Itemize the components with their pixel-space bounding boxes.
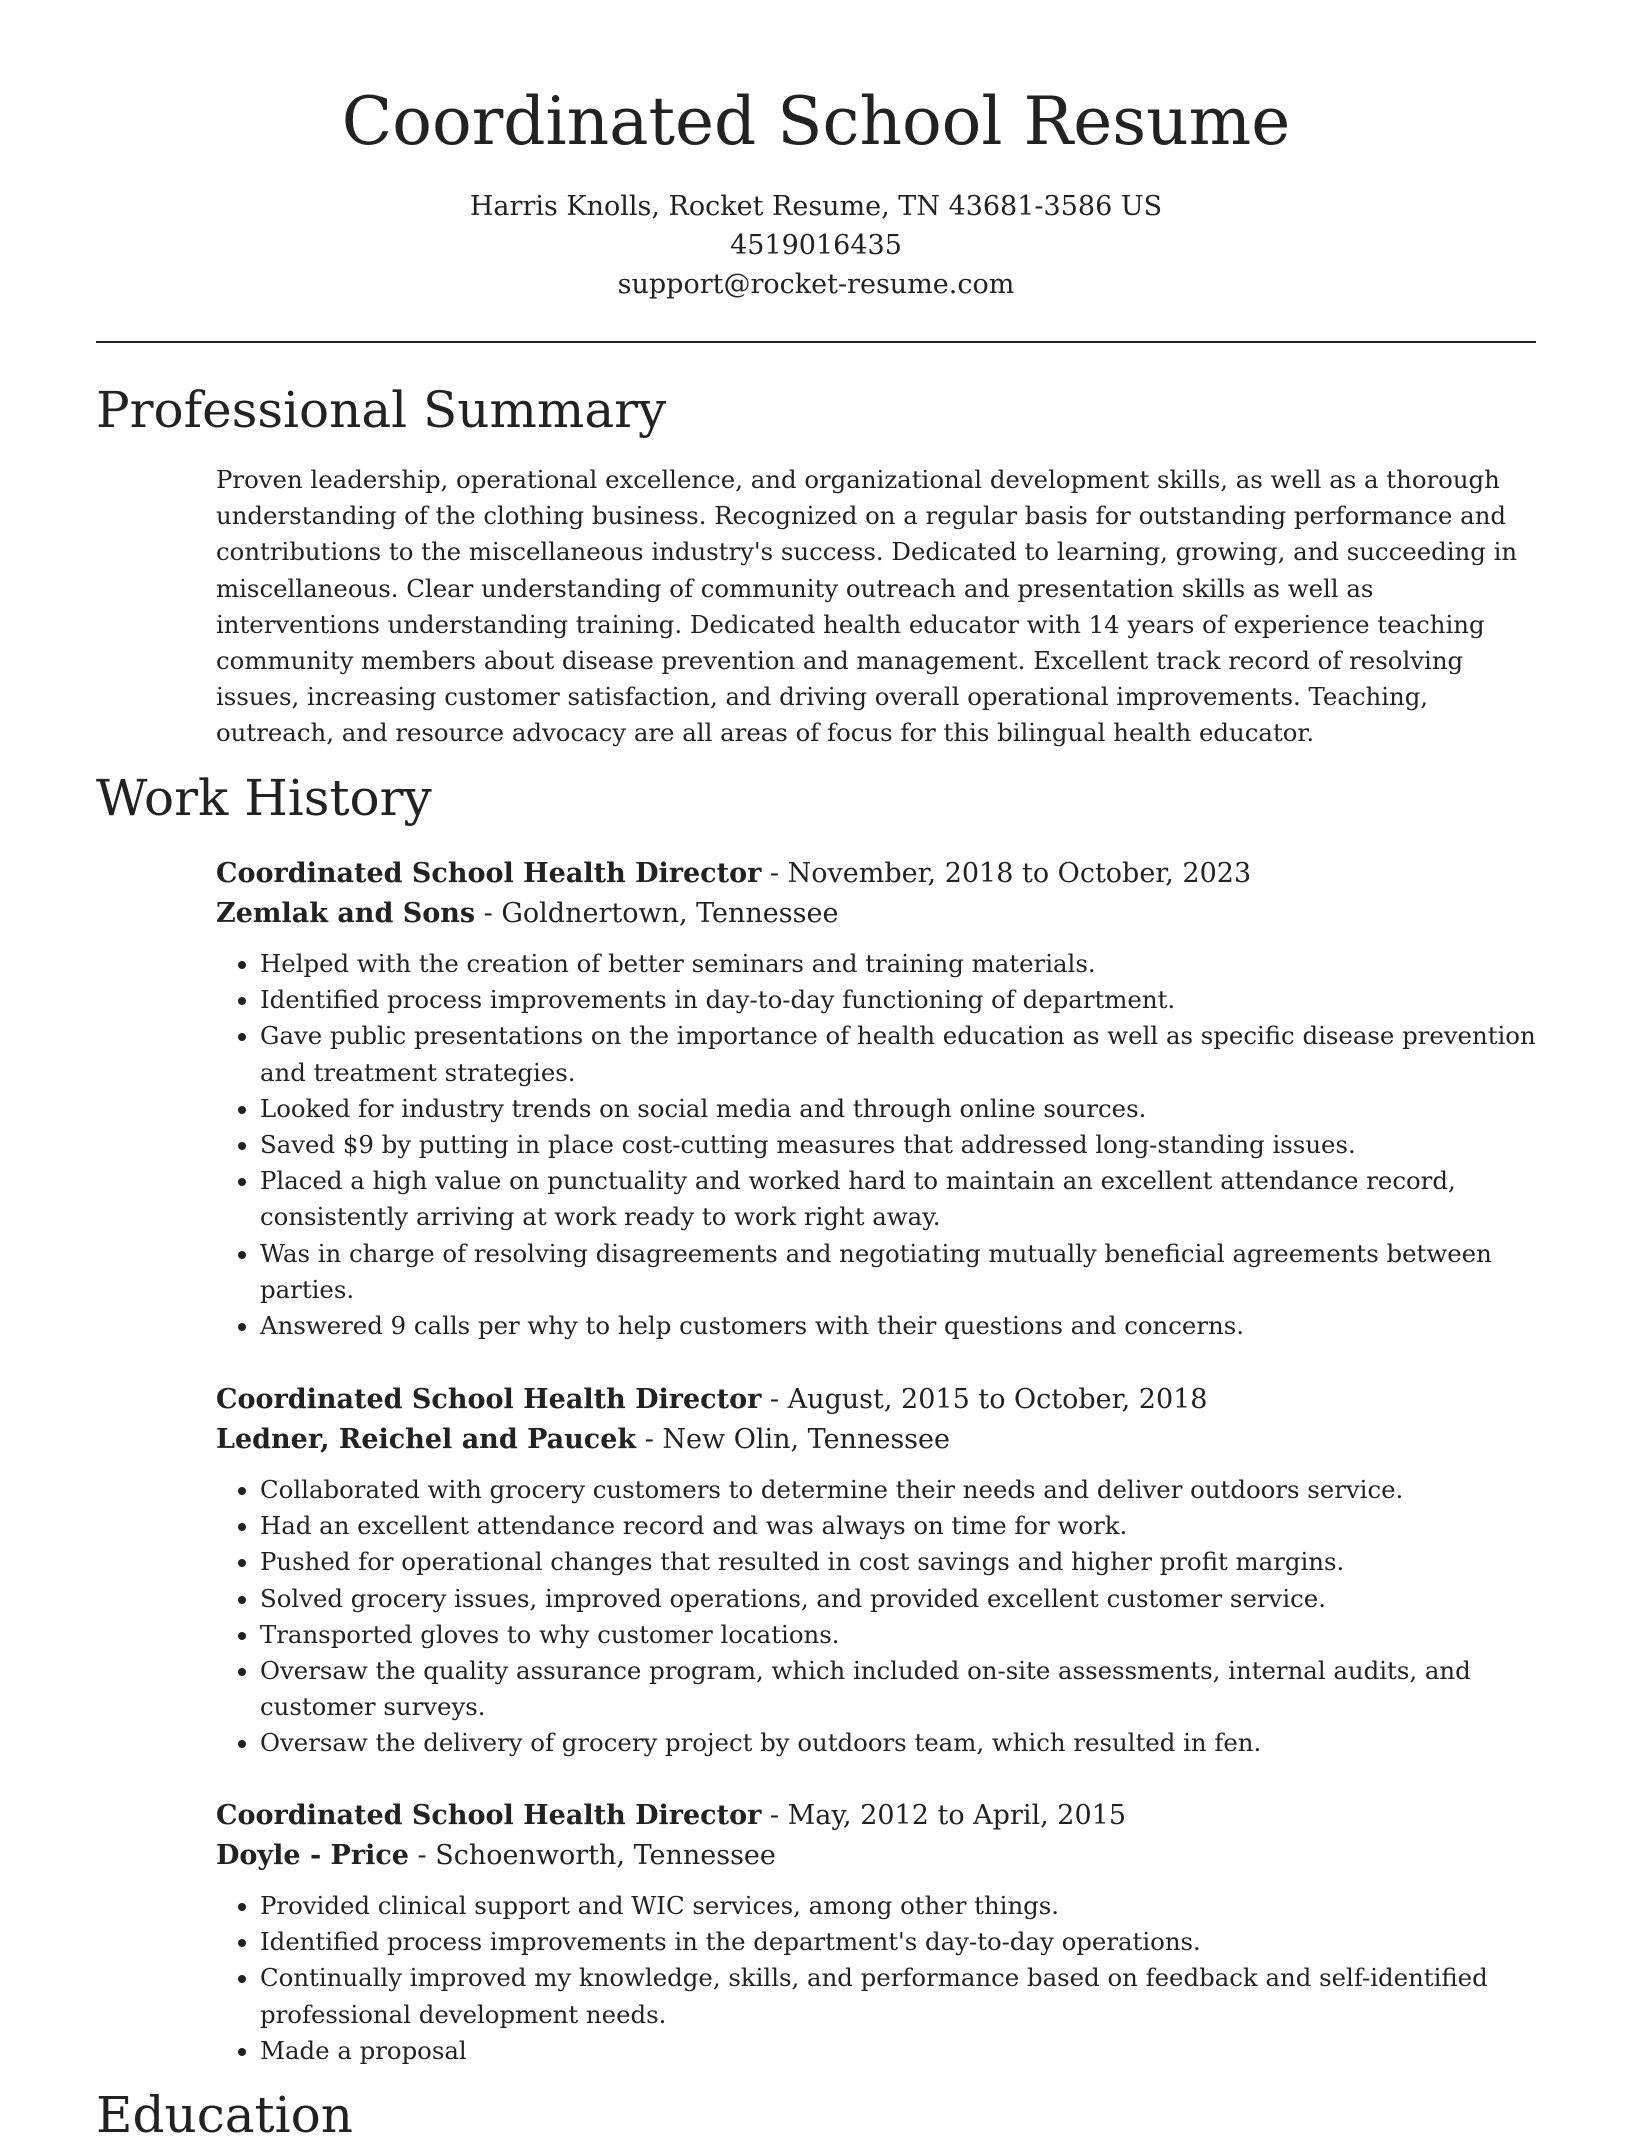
contact-email: support@rocket-resume.com (617, 268, 1015, 300)
job-title-line (216, 1796, 1546, 1836)
job-title: Coordinated School Health Director (216, 1800, 762, 1831)
job-title-line (216, 854, 1546, 894)
summary-heading: Professional Summary (96, 381, 667, 439)
list-item: • Collaborated with grocery customers to determine their needs and deliver outdoors service. (260, 1472, 1546, 1508)
job-company-line (216, 894, 1546, 934)
list-item: • Transported gloves to why customer locations. (260, 1617, 1546, 1653)
job-bullets (216, 946, 1546, 1344)
list-item: • Continually improved my knowledge, skills, and performance based on feedback and self-identified professional development needs. (260, 1960, 1546, 2032)
job-title: Coordinated School Health Director (216, 1384, 762, 1415)
list-item: • Was in charge of resolving disagreements and negotiating mutually beneficial agreements between parties. (260, 1236, 1546, 1308)
job-entry (216, 854, 1546, 1344)
list-item: • Answered 9 calls per why to help customers with their questions and concerns. (260, 1308, 1546, 1344)
education-heading: Education (96, 2086, 353, 2144)
job-bullets (216, 1472, 1546, 1762)
summary-text: Proven leadership, operational excellence, and organizational development skills, as well as a thorough understanding of the clothing business. Recognized on a regular basis for outstanding performance and contributions to the miscellaneous industry's success. Dedicated to learning, growing, and succeeding in miscellaneous. Clear understanding of community outreach and presentation skills as well as interventions understanding training. Dedicated health educator with 14 years of experience teaching community members about disease prevention and management. Excellent track record of resolving issues, increasing customer satisfaction, and driving overall operational improvements. Teaching, outreach, and resource advocacy are all areas of focus for this bilingual health educator. (216, 465, 1518, 748)
header-divider (96, 341, 1536, 343)
job-company: Ledner, Reichel and Paucek (216, 1424, 637, 1455)
job-dates: - May, 2012 to April, 2015 (761, 1800, 1127, 1831)
contact-info (0, 187, 1632, 304)
job-entry (216, 1796, 1546, 2069)
job-company-line (216, 1836, 1546, 1876)
list-item: • Helped with the creation of better seminars and training materials. (260, 946, 1546, 982)
job-title: Coordinated School Health Director (216, 858, 762, 889)
list-item: • Oversaw the delivery of grocery project by outdoors team, which resulted in fen. (260, 1725, 1546, 1761)
list-item: • Had an excellent attendance record and was always on time for work. (260, 1508, 1546, 1544)
job-title-line (216, 1380, 1546, 1420)
list-item: • Oversaw the quality assurance program, which included on-site assessments, internal audits, and customer surveys. (260, 1653, 1546, 1725)
job-entry (216, 1380, 1546, 1762)
list-item: • Made a proposal (260, 2033, 1546, 2069)
contact-phone: 4519016435 (730, 229, 902, 261)
job-company: Zemlak and Sons (216, 898, 476, 929)
list-item: • Identified process improvements in day-to-day functioning of department. (260, 982, 1546, 1018)
job-company: Doyle - Price (216, 1840, 409, 1871)
job-dates: - November, 2018 to October, 2023 (761, 858, 1252, 889)
job-location: - Schoenworth, Tennessee (408, 1840, 776, 1871)
job-company-line (216, 1420, 1546, 1460)
list-item: • Solved grocery issues, improved operations, and provided excellent customer service. (260, 1581, 1546, 1617)
job-dates: - August, 2015 to October, 2018 (761, 1384, 1208, 1415)
list-item: • Placed a high value on punctuality and worked hard to maintain an excellent attendance record, consistently arriving at work ready to work right away. (260, 1163, 1546, 1235)
list-item: • Pushed for operational changes that resulted in cost savings and higher profit margins. (260, 1544, 1546, 1580)
job-location: - Goldnertown, Tennessee (475, 898, 839, 929)
list-item: • Identified process improvements in the department's day-to-day operations. (260, 1924, 1546, 1960)
resume-header (0, 0, 1632, 304)
list-item: • Looked for industry trends on social media and through online sources. (260, 1091, 1546, 1127)
job-location: - New Olin, Tennessee (636, 1424, 950, 1455)
list-item: • Saved $9 by putting in place cost-cutting measures that addressed long-standing issues. (260, 1127, 1546, 1163)
list-item: • Provided clinical support and WIC services, among other things. (260, 1888, 1546, 1924)
work-history-heading: Work History (96, 769, 432, 827)
job-bullets (216, 1888, 1546, 2069)
resume-title: Coordinated School Resume (341, 83, 1291, 160)
list-item: • Gave public presentations on the importance of health education as well as specific disease prevention and treatment strategies. (260, 1018, 1546, 1090)
contact-address: Harris Knolls, Rocket Resume, TN 43681-3586 US (469, 190, 1163, 222)
